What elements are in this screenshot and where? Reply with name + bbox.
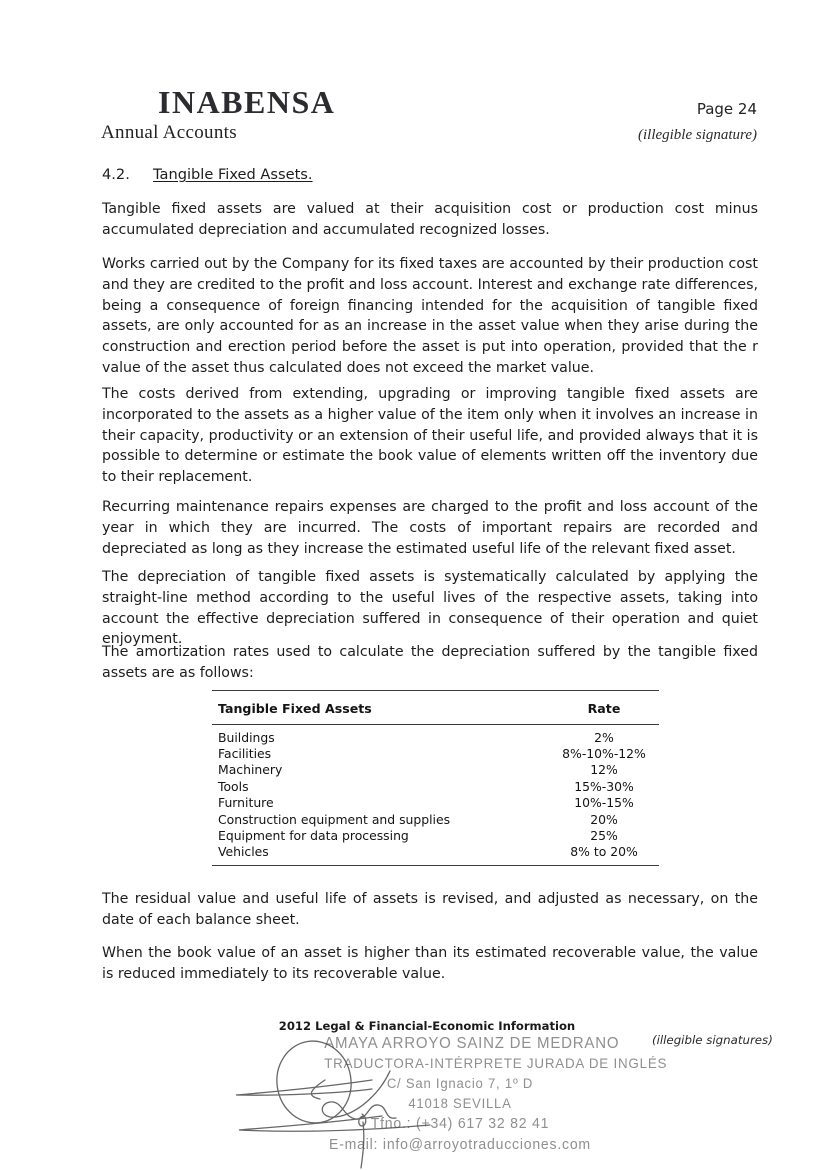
table-body	[212, 725, 659, 865]
asset-rate: 20%	[590, 811, 618, 827]
asset-name: Machinery	[218, 762, 283, 778]
body-paragraph: The depreciation of tangible fixed assets is systematically calculated by applying the straight-line method according to the useful lives of the respective assets, taking into account the effective depreciation suffered in consequence of their operation and quiet enjoyment.	[102, 569, 758, 648]
asset-rate: 8%-10%-12%	[562, 746, 646, 762]
stamp-phone-line: Tfno.: (+34) 617 32 82 41	[370, 1116, 550, 1132]
asset-name: Furniture	[218, 795, 274, 811]
table-row	[212, 827, 659, 843]
asset-rate: 8% to 20%	[570, 844, 638, 860]
stamp-title-line: TRADUCTORA-INTÉRPRETE JURADA DE INGLÉS	[324, 1056, 668, 1071]
signature-scribble	[222, 1038, 452, 1170]
company-logo: INABENSA	[158, 84, 336, 120]
asset-rate: 25%	[590, 828, 618, 844]
table-row	[212, 844, 659, 860]
amortization-rates-table	[212, 690, 659, 866]
section-number: 4.2.	[102, 166, 130, 183]
signature-note: (illegible signature)	[637, 127, 757, 143]
page-number: Page 24	[696, 100, 757, 118]
body-paragraph: The residual value and useful life of assets is revised, and adjusted as necessary, on the date of each balance sheet.	[102, 891, 758, 928]
table-bottom-rule	[212, 865, 659, 866]
signatures-note: (illegible signatures)	[652, 1033, 773, 1047]
footer-info-line: 2012 Legal & Financial-Economic Information	[278, 1019, 576, 1033]
asset-rate: 10%-15%	[574, 795, 634, 811]
table-row	[212, 811, 659, 827]
table-row	[212, 762, 659, 778]
stamp-city-line: 41018 SEVILLA	[408, 1096, 512, 1111]
body-paragraph: When the book value of an asset is higher than its estimated recoverable value, the value is reduced immediately to its recoverable value.	[102, 945, 758, 982]
table-header-row	[212, 691, 659, 724]
table-row	[212, 778, 659, 794]
asset-name: Buildings	[218, 729, 275, 745]
body-paragraph: Works carried out by the Company for its fixed taxes are accounted by their production cost and they are credited to the profit and loss account. Interest and exchange rate differences, being a consequence of foreign financing intended for the acquisition of tangible fixed assets, are only accounted for as an increase in the asset value when they arise during the construction and erection period before the asset is put into operation, provided that the r value of the asset thus calculated does not exceed the market value.	[102, 256, 758, 376]
section-heading	[102, 166, 313, 183]
table-header-assets: Tangible Fixed Assets	[218, 701, 372, 716]
table-row	[212, 795, 659, 811]
asset-rate: 15%-30%	[574, 778, 634, 794]
stamp-name-line: AMAYA ARROYO SAINZ DE MEDRANO	[324, 1035, 620, 1052]
asset-rate: 12%	[590, 762, 618, 778]
body-paragraph: Recurring maintenance repairs expenses are charged to the profit and loss account of the year in which they are incurred. The costs of important repairs are recorded and depreciated as long as they increase the estimated useful life of the relevant fixed asset.	[102, 499, 758, 557]
table-header-rate: Rate	[587, 701, 621, 716]
document-subtitle: Annual Accounts	[101, 122, 237, 143]
asset-rate: 2%	[594, 729, 614, 745]
asset-name: Facilities	[218, 746, 272, 762]
body-paragraph: The costs derived from extending, upgrading or improving tangible fixed assets are incorporated to the assets as a higher value of the item only when it involves an increase in their capacity, productivity or an extension of their useful life, and provided always that it is possible to determine or estimate the book value of elements written off the inventory due to their replacement.	[102, 386, 758, 486]
asset-name: Vehicles	[218, 844, 269, 860]
asset-name: Construction equipment and supplies	[218, 811, 451, 827]
stamp-address-line: C/ San Ignacio 7, 1º D	[386, 1076, 534, 1091]
table-row	[212, 745, 659, 761]
table-row	[212, 729, 659, 745]
stamp-email-line: E-mail: info@arroyotraducciones.com	[329, 1137, 591, 1153]
section-title: Tangible Fixed Assets.	[153, 166, 313, 183]
asset-name: Tools	[218, 778, 249, 794]
asset-name: Equipment for data processing	[218, 828, 409, 844]
body-paragraph: The amortization rates used to calculate the depreciation suffered by the tangible fixed assets are as follows:	[102, 644, 758, 681]
body-paragraph: Tangible fixed assets are valued at their acquisition cost or production cost minus accumulated depreciation and accumulated recognized losses.	[102, 201, 758, 238]
